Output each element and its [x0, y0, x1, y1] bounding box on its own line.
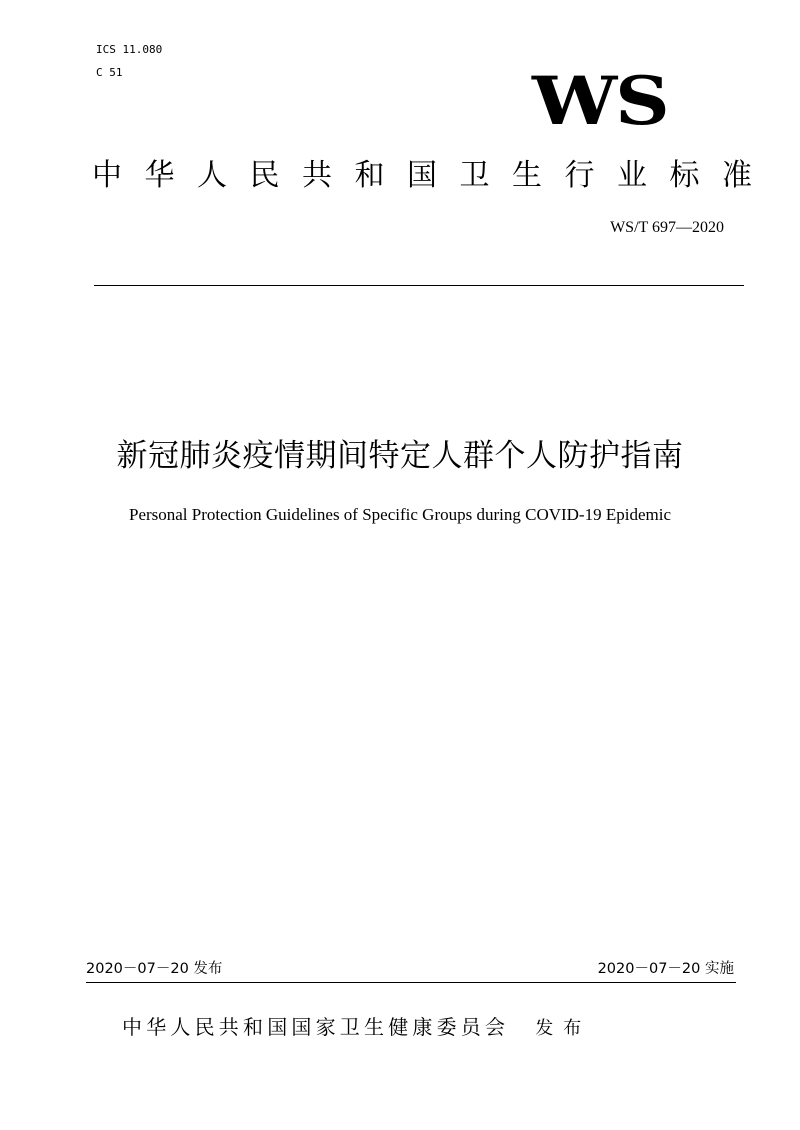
- document-title-english: Personal Protection Guidelines of Specific Groups during COVID-19 Epidemic: [128, 505, 671, 524]
- issuer-line: [122, 1013, 591, 1043]
- standard-type-char: 和: [354, 158, 385, 193]
- standard-type-char: 行: [564, 158, 595, 193]
- standard-type-char: 卫: [459, 158, 490, 193]
- standard-type-char: 准: [722, 158, 752, 193]
- standard-type-char: 业: [617, 158, 647, 193]
- footer-divider: [86, 982, 736, 983]
- standard-type-char: 民: [249, 158, 280, 193]
- standard-type-char: 人: [197, 158, 227, 193]
- issue-label: 发布: [535, 1018, 592, 1039]
- header-divider: [94, 285, 744, 286]
- publish-date: 2020－07－20 发布: [86, 961, 223, 977]
- standard-type-char: 华: [144, 158, 175, 193]
- standard-type-char: 中: [92, 158, 122, 193]
- standard-type-char: 标: [669, 158, 700, 193]
- standard-number: WS/T 697—2020: [610, 219, 724, 236]
- ics-code: ICS 11.080: [96, 43, 163, 56]
- ws-logo: WS: [532, 62, 668, 140]
- issuer-name: 中华人民共和国国家卫生健康委员会: [122, 1015, 510, 1039]
- document-title-chinese: 新冠肺炎疫情期间特定人群个人防护指南: [116, 438, 684, 474]
- standard-type-char: 共: [302, 158, 332, 193]
- implement-date: 2020－07－20 实施: [597, 961, 734, 977]
- standard-type-char: 生: [512, 158, 542, 193]
- ccs-code: C 51: [96, 66, 123, 79]
- standard-type-char: 国: [407, 158, 437, 193]
- standard-type: [92, 156, 752, 196]
